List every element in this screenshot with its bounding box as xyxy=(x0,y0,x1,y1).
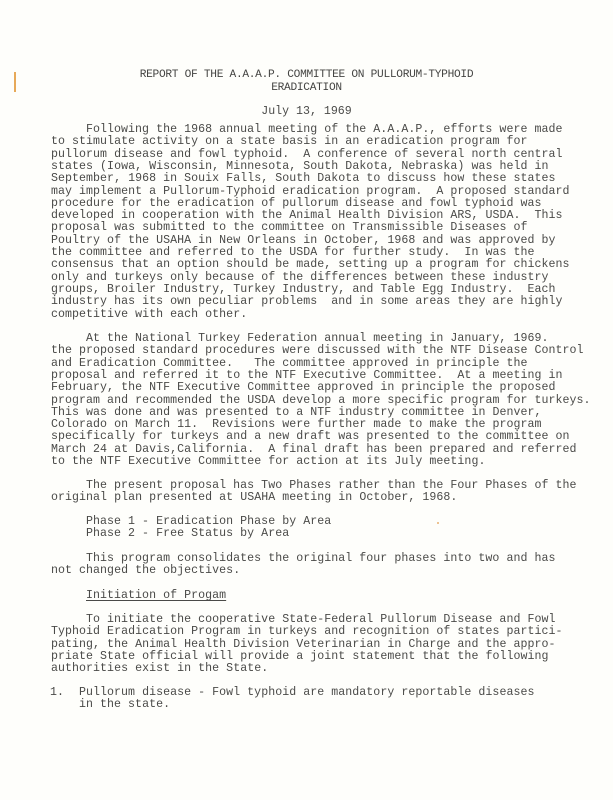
paragraph-line: consensus that an option should be made, setting up a program for chickens xyxy=(51,258,570,272)
item-number: 1. xyxy=(50,686,65,699)
paragraph-line: not changed the objectives. xyxy=(51,564,241,578)
paragraph-line: September, 1968 in Souix Falls, South Dakota to discuss how these states xyxy=(51,172,556,186)
document-date: July 13, 1969 xyxy=(261,105,352,118)
document-title-line-2: ERADICATION xyxy=(271,82,342,94)
paragraph-line: may implement a Pullorum-Typhoid eradication program. A proposed standard xyxy=(51,184,570,198)
paragraph-line: program and recommended the USDA develop a more specific program for turkeys. xyxy=(51,393,591,407)
item-line: Pullorum disease - Fowl typhoid are mandatory reportable diseases xyxy=(79,686,535,699)
paragraph-line: Colorado on March 11. Revisions were further made to make the program xyxy=(51,418,542,432)
paragraph-line: the proposed standard procedures were discussed with the NTF Disease Control xyxy=(51,344,584,358)
paragraph-line: competitive with each other. xyxy=(51,307,248,321)
item-line: in the state. xyxy=(79,698,171,712)
paragraph-line: groups, Broiler Industry, Turkey Industry, and Table Egg Industry. Each xyxy=(51,282,556,296)
paragraph-line: only and turkeys only because of the differences between these industry xyxy=(51,270,549,284)
paragraph-line: At the National Turkey Federation annual meeting in January, 1969. xyxy=(86,332,549,345)
paragraph-line: This was done and was presented to a NTF industry committee in Denver, xyxy=(51,405,542,419)
paragraph-line: developed in cooperation with the Animal Health Division ARS, USDA. This xyxy=(51,209,563,223)
paragraph-line: proposal and referred it to the NTF Executive Committee. At a meeting in xyxy=(51,368,563,382)
paragraph-line: February, the NTF Executive Committee approved in principle the proposed xyxy=(51,381,556,395)
paragraph-line: procedure for the eradication of pullorum disease and fowl typhoid was xyxy=(51,196,542,210)
paragraph-line: proposal was submitted to the committee on Transmissible Diseases of xyxy=(51,221,528,235)
paragraph-line: industry has its own peculiar problems and in some areas they are highly xyxy=(51,295,563,309)
paragraph-line: Poultry of the USAHA in New Orleans in October, 1968 and was approved by xyxy=(51,233,556,247)
paragraph-line: to stimulate activity on a state basis in an eradication program for xyxy=(51,135,528,149)
paragraph-line: specifically for turkeys and a new draft was presented to the committee on xyxy=(51,430,570,444)
document-title-line-1: REPORT OF THE A.A.A.P. COMMITTEE ON PULLORUM-TYPHOID xyxy=(139,69,474,81)
phase-item: Phase 1 - Eradication Phase by Area xyxy=(86,515,332,528)
section-heading: Initiation of Progam xyxy=(86,589,227,602)
paragraph-line: March 24 at Davis,California. A final draft has been prepared and referred xyxy=(51,442,577,456)
paragraph-line: Typhoid Eradication Program in turkeys and recognition of states partici- xyxy=(51,625,563,639)
paragraph-line: pullorum disease and fowl typhoid. A conference of several north central xyxy=(51,147,563,161)
paper-speck xyxy=(437,522,439,524)
paragraph-line: states (Iowa, Wisconsin, Minnesota, South Dakota, Nebraska) was held in xyxy=(51,159,549,173)
paragraph-line: authorities exist in the State. xyxy=(51,662,269,676)
paragraph-line: to the NTF Executive Committee for action at its July meeting. xyxy=(51,455,486,468)
phase-item: Phase 2 - Free Status by Area xyxy=(86,527,290,541)
paragraph-line: priate State official will provide a joint statement that the following xyxy=(51,649,549,663)
paragraph-line: and Eradication Committee. The committee approved in principle the xyxy=(51,356,528,370)
paragraph-line: This program consolidates the original four phases into two and has xyxy=(86,552,556,565)
paragraph-line: original plan presented at USAHA meeting in October, 1968. xyxy=(51,491,458,505)
paragraph-line: To initiate the cooperative State-Federal Pullorum Disease and Fowl xyxy=(86,613,556,626)
paragraph-line: the committee and referred to the USDA for further study. In was the xyxy=(51,246,535,259)
paragraph-line: The present proposal has Two Phases rather than the Four Phases of the xyxy=(86,479,577,492)
paragraph-line: pating, the Animal Health Division Veterinarian in Charge and the appro- xyxy=(51,637,556,651)
paragraph-line: Following the 1968 annual meeting of the A.A.A.P., efforts were made xyxy=(86,123,563,136)
